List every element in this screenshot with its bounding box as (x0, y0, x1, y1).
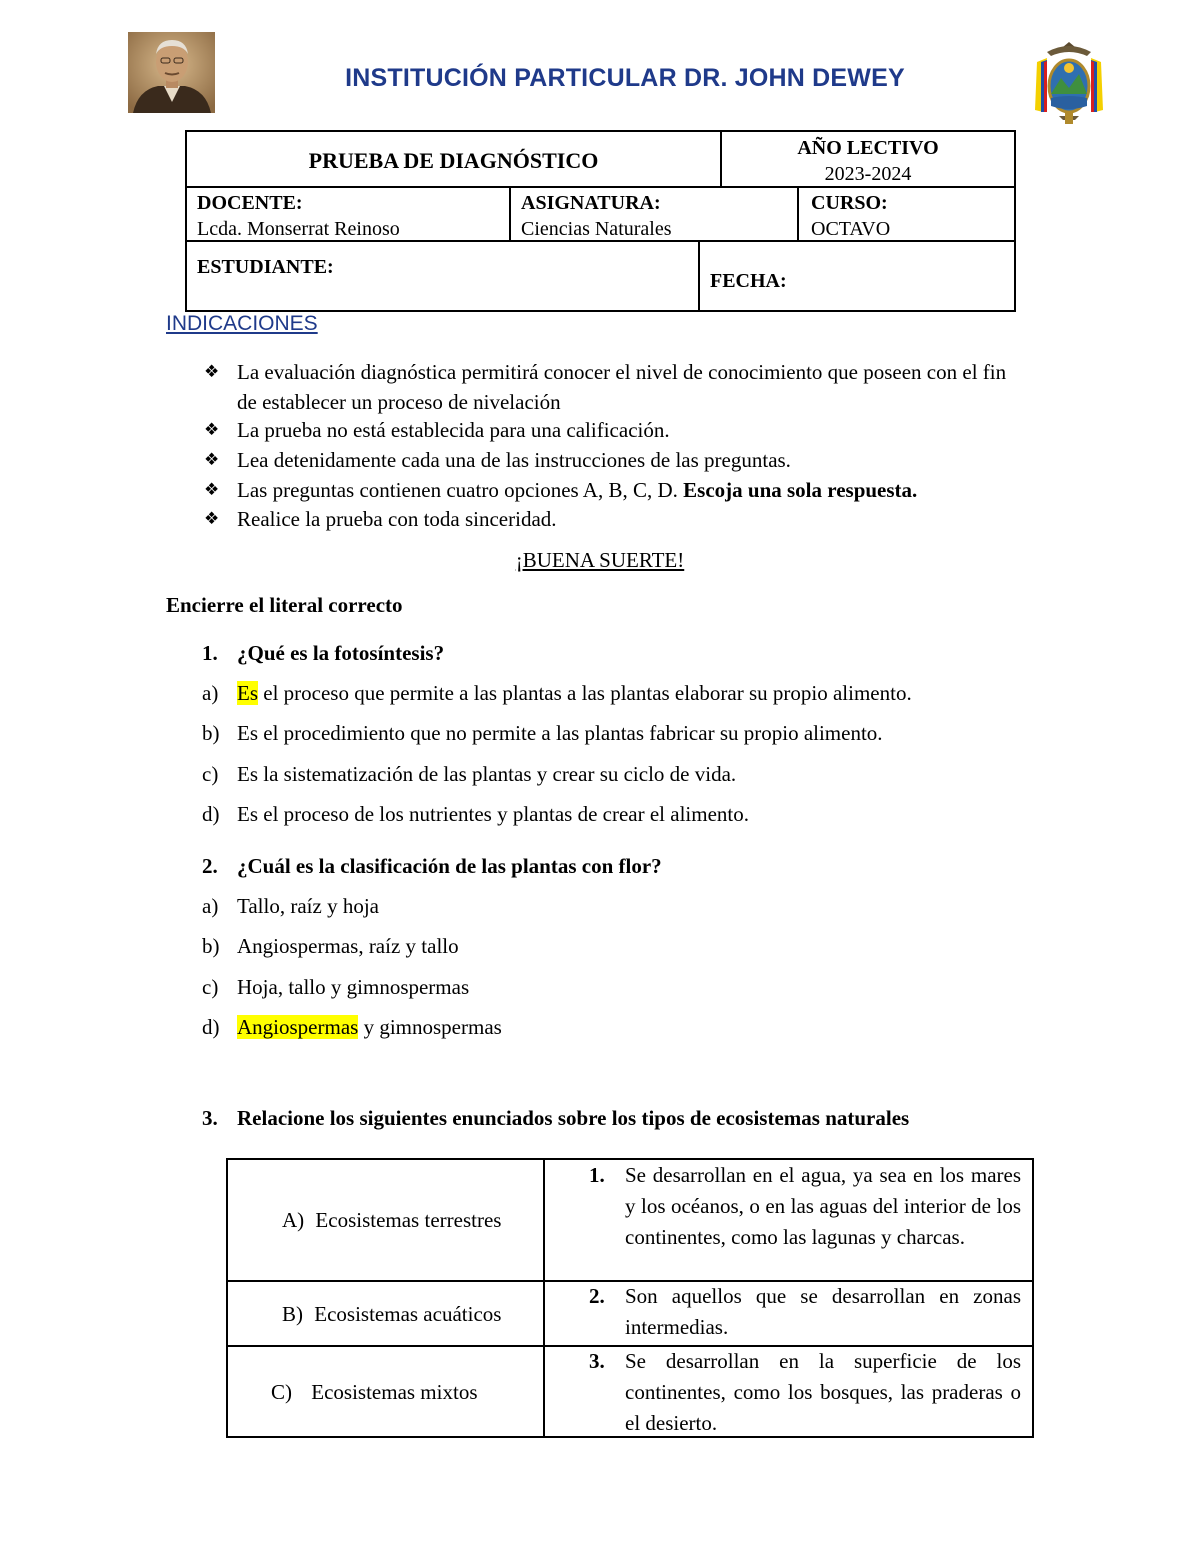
exam-title: PRUEBA DE DIAGNÓSTICO (308, 148, 599, 173)
ecosystem-option-a: A) Ecosistemas terrestres (282, 1208, 502, 1232)
date-cell (698, 240, 1016, 312)
date-label: FECHA: (710, 270, 787, 292)
subject-label: ASIGNATURA: (521, 192, 661, 214)
emphasis-text: Escoja una sola respuesta. (683, 478, 918, 502)
ecosystem-statement: Se desarrollan en la superficie de los continentes, como los bosques, las praderas o el desierto. (625, 1349, 1021, 1435)
section-instruction: Encierre el literal correcto (166, 593, 403, 617)
question-2-title: 2. ¿Cuál es la clasificación de las plantas con flor? (202, 854, 662, 878)
highlighted-answer: Angiospermas (237, 1015, 359, 1039)
teacher-value: Lcda. Monserrat Reinoso (197, 218, 400, 240)
diamond-bullet-icon: ❖ (204, 362, 220, 381)
course-label: CURSO: (811, 192, 888, 214)
good-luck-text: ¡BUENA SUERTE! (515, 548, 685, 572)
ecosystem-statement: Son aquellos que se desarrollan en zonas intermedias. (625, 1284, 1021, 1339)
ecosystem-statement: Se desarrollan en el agua, ya sea en los mares y los océanos, o en las aguas del interior de los continentes, como las lagunas y charcas. (625, 1163, 1021, 1249)
subject-cell (509, 186, 799, 242)
diamond-bullet-icon: ❖ (204, 509, 220, 528)
course-cell (797, 186, 1016, 242)
statement-number: 3. (589, 1349, 605, 1373)
indications-title: INDICACIONES (166, 312, 318, 335)
statement-number: 2. (589, 1284, 605, 1308)
exam-title-cell (185, 130, 722, 188)
question-1-title: 1. ¿Qué es la fotosíntesis? (202, 641, 445, 665)
highlighted-answer: Es (237, 681, 258, 705)
school-year-label: AÑO LECTIVO (797, 137, 939, 159)
teacher-label: DOCENTE: (197, 192, 303, 214)
teacher-cell (185, 186, 511, 242)
student-label: ESTUDIANTE: (197, 256, 334, 278)
statement-number: 1. (589, 1163, 605, 1187)
school-year-value: 2023-2024 (824, 163, 912, 185)
subject-value: Ciencias Naturales (521, 218, 672, 240)
question-3-title: 3. Relacione los siguientes enunciados sobre los tipos de ecosistemas naturales (202, 1106, 910, 1130)
student-cell (185, 240, 700, 312)
diamond-bullet-icon: ❖ (204, 450, 220, 469)
school-year-cell (720, 130, 1016, 188)
ecosystem-option-b: B) Ecosistemas acuáticos (282, 1302, 502, 1326)
course-value: OCTAVO (811, 218, 891, 240)
matching-table (226, 1158, 1034, 1438)
diamond-bullet-icon: ❖ (204, 420, 220, 439)
ecosystem-option-c: C) Ecosistemas mixtos (271, 1380, 478, 1404)
diamond-bullet-icon: ❖ (204, 480, 220, 499)
institution-title: INSTITUCIÓN PARTICULAR DR. JOHN DEWEY (345, 64, 905, 92)
ecuador-coat-of-arms-icon (1033, 40, 1105, 126)
